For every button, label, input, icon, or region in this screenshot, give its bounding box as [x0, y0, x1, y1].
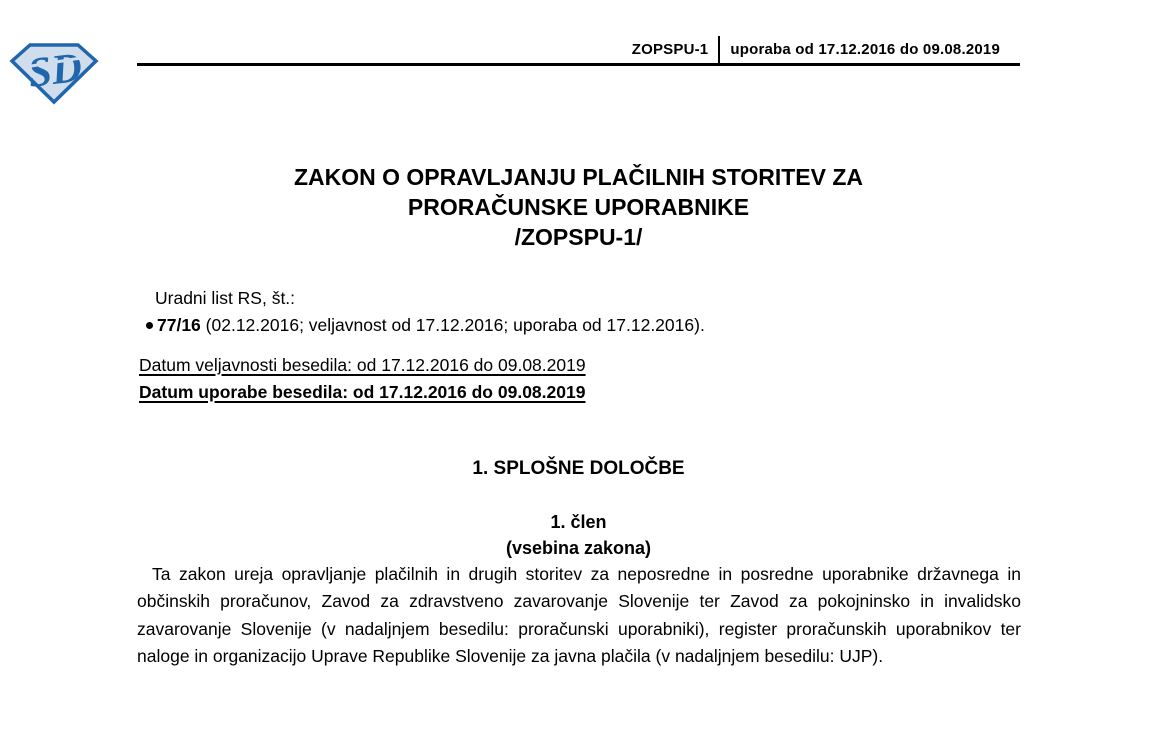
gazette-details: (02.12.2016; veljavnost od 17.12.2016; uporaba od 17.12.2016).	[200, 315, 705, 335]
bullet-icon	[146, 322, 153, 329]
title-line-2: PRORAČUNSKE UPORABNIKE	[407, 194, 750, 220]
chapter-heading: 1. SPLOŠNE DOLOČBE	[472, 458, 685, 479]
article-body-paragraph: Ta zakon ureja opravljanje plačilnih in drugih storitev za neposredne in posredne uporabnike državnega in občinskih proračunov, Zavod za zdravstveno zavarovanje Slovenije ter Zavod za pokojninsko in invalidsko zavarovanje Slovenije (v nadaljnjem besedilu: proračunski uporabniki), register proračunskih uporabnikov ter naloge in organizacijo Uprave Republike Slovenije za javna plačila (v nadaljnjem besedilu: UJP).	[137, 564, 1021, 666]
title-line-1: ZAKON O OPRAVLJANJU PLAČILNIH STORITEV ZA	[293, 164, 864, 190]
title-line-3: /ZOPSPU-1/	[514, 224, 643, 250]
header-doc-code: ZOPSPU-1	[631, 41, 709, 58]
publisher-logo	[7, 40, 101, 106]
page-header	[137, 34, 1020, 66]
shield-logo-icon	[7, 40, 101, 106]
gazette-label: Uradni list RS, št.:	[155, 288, 296, 308]
article-subtitle: (vsebina zakona)	[505, 538, 652, 558]
validity-dates	[139, 352, 586, 405]
gazette-item-text	[157, 314, 705, 336]
document-title	[137, 162, 1020, 252]
gazette-number: 77/16	[157, 315, 201, 335]
usage-date-line: Datum uporabe besedila: od 17.12.2016 do 09.08.2019	[139, 381, 586, 402]
validity-date-line: Datum veljavnosti besedila: od 17.12.2016 do 09.08.2019	[139, 355, 586, 375]
gazette-list-item	[146, 314, 705, 336]
header-divider	[718, 36, 720, 63]
header-validity-range: uporaba od 17.12.2016 do 09.08.2019	[730, 41, 1000, 58]
article-number: 1. člen	[550, 512, 607, 532]
logo-letters: SD	[25, 44, 85, 97]
